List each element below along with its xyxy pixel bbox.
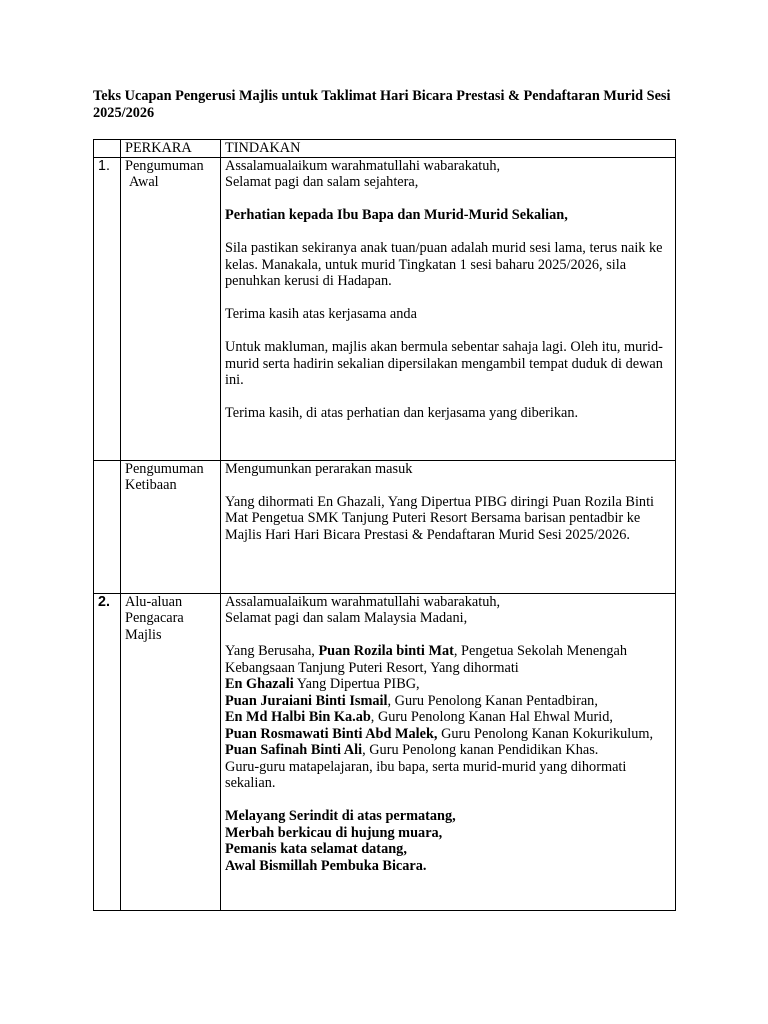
vip-title: Yang Dipertua PIBG, <box>293 676 420 692</box>
honorifics-paragraph <box>225 643 671 792</box>
honorific-prefix: Yang Berusaha, <box>225 643 319 659</box>
tindakan-cell <box>221 593 676 910</box>
header-number <box>94 140 121 158</box>
tindakan-cell <box>221 157 676 460</box>
perkara-cell <box>121 157 221 460</box>
greeting-line: Assalamualaikum warahmatullahi wabarakatuh, <box>225 157 501 174</box>
pantun-line: Melayang Serindit di atas permatang, <box>225 808 456 824</box>
row-number <box>94 460 121 593</box>
vip-name: Puan Rozila binti Mat <box>318 643 454 659</box>
vip-name: Puan Safinah Binti Ali <box>225 742 363 758</box>
vip-title: , Pengetua Sekolah Menengah Kebangsaan Tanjung Puteri Resort, Yang dihormati <box>225 643 627 676</box>
row-number: 1. <box>94 157 121 460</box>
header-tindakan: TINDAKAN <box>221 140 676 158</box>
vip-name: En Ghazali <box>225 676 294 692</box>
pantun-line: Awal Bismillah Pembuka Bicara. <box>225 857 427 874</box>
table-row <box>94 460 676 593</box>
paragraph: Yang dihormati En Ghazali, Yang Dipertua PIBG diringi Puan Rozila Binti Mat Pengetua SMK Tanjung Puteri Resort Bersama barisan pentadbir ke Majlis Hari Hari Bicara Prestasi & Pendaftaran Murid Sesi 2025/2026. <box>225 493 655 543</box>
perkara-line: Ketibaan <box>125 477 177 493</box>
pantun-line: Pemanis kata selamat datang, <box>225 841 407 857</box>
greeting-line: Selamat pagi dan salam Malaysia Madani, <box>225 610 468 626</box>
perkara-line: Pengacara <box>125 610 184 626</box>
attention-line: Perhatian kepada Ibu Bapa dan Murid-Murid Sekalian, <box>225 207 568 223</box>
paragraph: Sila pastikan sekiranya anak tuan/puan adalah murid sesi lama, terus naik ke kelas. Manakala, untuk murid Tingkatan 1 sesi baharu 2025/2026, sila penuhkan kerusi di Hadapan. <box>225 240 663 289</box>
vip-title: , Guru Penolong Kanan Hal Ehwal Murid, <box>370 709 614 725</box>
pantun-block <box>225 808 671 874</box>
pantun-line: Merbah berkicau di hujung muara, <box>225 824 443 841</box>
closing-line: Guru-guru matapelajaran, ibu bapa, serta murid-murid yang dihormati sekalian. <box>225 758 627 791</box>
table-header-row <box>94 140 676 158</box>
vip-title: Guru Penolong Kanan Kokurikulum, <box>437 725 654 742</box>
speech-table <box>93 139 676 911</box>
greeting-line: Assalamualaikum warahmatullahi wabarakatuh, <box>225 593 501 610</box>
row-number: 2. <box>94 593 121 910</box>
announcement-line: Mengumunkan perarakan masuk <box>225 460 413 477</box>
document-title: Teks Ucapan Pengerusi Majlis untuk Taklimat Hari Bicara Prestasi & Pendaftaran Murid Sesi 2025/2026 <box>93 88 671 121</box>
perkara-cell <box>121 593 221 910</box>
perkara-cell <box>121 460 221 593</box>
paragraph: Untuk makluman, majlis akan bermula sebentar sahaja lagi. Oleh itu, murid-murid serta hadirin sekalian dipersilakan mengambil tempat duduk di dewan ini. <box>225 339 663 388</box>
table-row <box>94 157 676 460</box>
tindakan-cell <box>221 460 676 593</box>
perkara-line: Pengumuman <box>125 460 204 477</box>
header-perkara: PERKARA <box>121 140 221 158</box>
perkara-line: Alu-aluan <box>125 593 183 610</box>
perkara-line: Pengumuman <box>125 157 204 174</box>
perkara-line: Majlis <box>125 626 162 643</box>
vip-title: , Guru Penolong Kanan Pentadbiran, <box>387 692 598 709</box>
paragraph: Terima kasih atas kerjasama anda <box>225 306 417 322</box>
table-row <box>94 593 676 910</box>
vip-name: Puan Juraiani Binti Ismail <box>225 692 388 709</box>
greeting-line: Selamat pagi dan salam sejahtera, <box>225 174 419 190</box>
paragraph: Terima kasih, di atas perhatian dan kerjasama yang diberikan. <box>225 405 579 421</box>
vip-name: Puan Rosmawati Binti Abd Malek, <box>225 725 438 742</box>
vip-title: , Guru Penolong kanan Pendidikan Khas. <box>362 742 599 758</box>
perkara-line: Awal <box>129 174 159 190</box>
vip-name: En Md Halbi Bin Ka.ab <box>225 709 371 725</box>
